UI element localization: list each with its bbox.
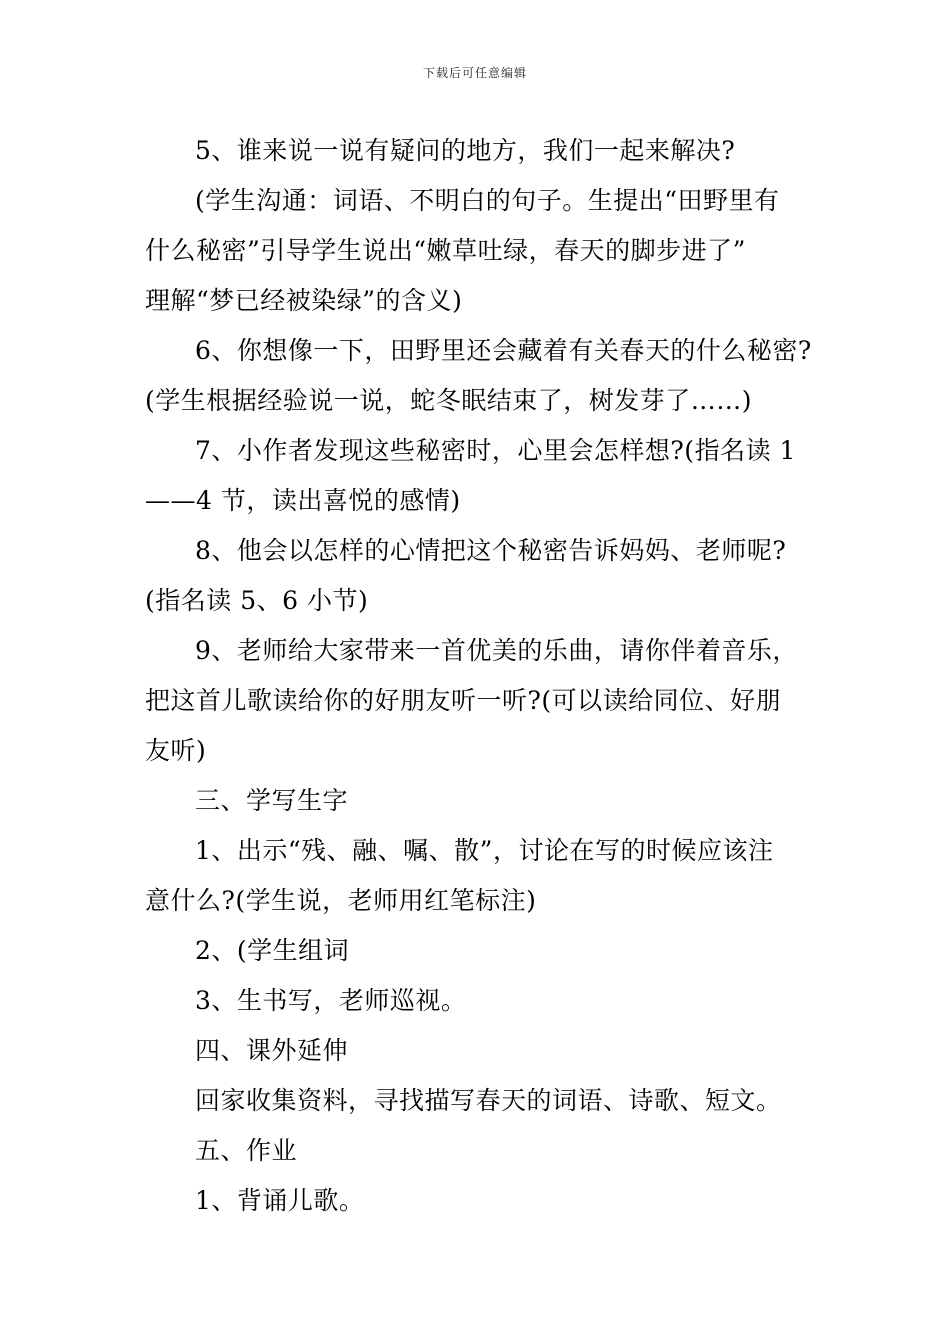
- paragraph-line: 友听): [145, 736, 207, 765]
- section-heading: 四、课外延伸: [195, 1036, 349, 1065]
- paragraph-line: 1、出示“残、融、嘱、散”，讨论在写的时候应该注: [195, 836, 774, 865]
- section-heading: 三、学写生字: [195, 786, 349, 815]
- paragraph-line: 2、(学生组词: [195, 936, 350, 965]
- paragraph-line: 3、生书写，老师巡视。: [195, 986, 467, 1015]
- paragraph-line: 1、背诵儿歌。: [195, 1186, 365, 1215]
- page-header-note: 下载后可任意编辑: [422, 66, 527, 80]
- paragraph-line: 5、谁来说一说有疑问的地方，我们一起来解决?: [195, 136, 736, 165]
- document-body: [145, 126, 817, 1226]
- paragraph-line: 9、老师给大家带来一首优美的乐曲，请你伴着音乐，: [195, 636, 798, 665]
- paragraph-line: 7、小作者发现这些秘密时，心里会怎样想?(指名读 1: [195, 436, 796, 465]
- paragraph-line: 意什么?(学生说，老师用红笔标注): [145, 886, 537, 915]
- paragraph-line: 什么秘密”引导学生说出“嫩草吐绿，春天的脚步进了”: [145, 236, 746, 265]
- paragraph-line: (学生沟通：词语、不明白的句子。生提出“田野里有: [195, 186, 780, 215]
- paragraph-line: 回家收集资料，寻找描写春天的词语、诗歌、短文。: [195, 1086, 782, 1115]
- paragraph-line: 把这首儿歌读给你的好朋友听一听?(可以读给同位、好朋: [145, 686, 782, 715]
- paragraph-line: 8、他会以怎样的心情把这个秘密告诉妈妈、老师呢?: [195, 536, 787, 565]
- section-heading: 五、作业: [195, 1136, 298, 1165]
- paragraph-line: ——4 节，读出喜悦的感情): [145, 486, 461, 515]
- paragraph-line: 理解“梦已经被染绿”的含义): [145, 286, 463, 315]
- paragraph-line: 6、你想像一下，田野里还会藏着有关春天的什么秘密?: [195, 336, 812, 365]
- paragraph-line: (指名读 5、6 小节): [145, 586, 369, 615]
- paragraph-line: (学生根据经验说一说，蛇冬眠结束了，树发芽了……): [145, 386, 753, 415]
